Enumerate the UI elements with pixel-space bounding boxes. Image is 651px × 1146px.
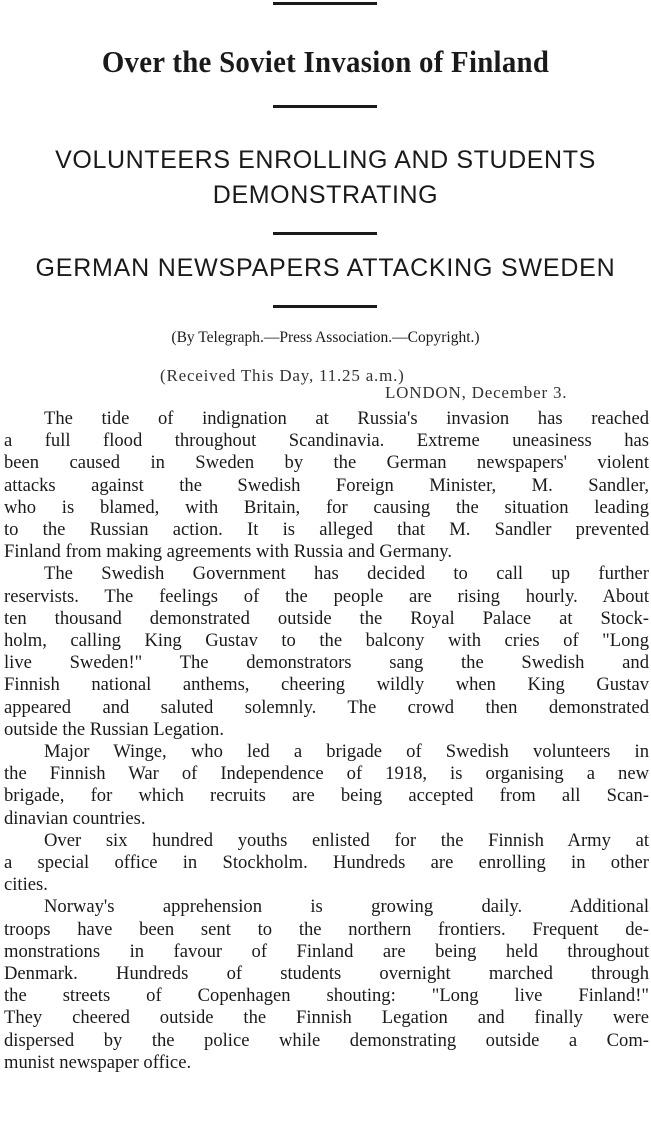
article-line: Over six hundred youths enlisted for the Finnish Army at [44, 829, 649, 851]
article-line: The tide of indignation at Russia's invasion has reached [44, 408, 649, 429]
article-line: live Sweden!" The demonstrators sang the Swedish and [4, 652, 649, 674]
headline-divider-2 [273, 232, 377, 235]
third-headline: GERMAN NEWSPAPERS ATTACKING SWEDEN [35, 254, 616, 282]
headline-divider-1 [273, 105, 377, 108]
article-line: They cheered outside the Finnish Legation and finally were [4, 1007, 649, 1029]
subheadline-line-1: VOLUNTEERS ENROLLING AND STUDENTS [55, 146, 596, 174]
main-headline: Over the Soviet Invasion of Finland [101, 44, 550, 79]
article-paragraph [4, 830, 649, 897]
received-timestamp: (Received This Day, 11.25 a.m.) [160, 366, 405, 385]
article-line: dinavian countries. [4, 807, 146, 829]
article-line: been caused in Sweden by the German newspapers' violent [4, 452, 649, 474]
article-line: dispersed by the police while demonstrating outside a Com- [4, 1029, 649, 1051]
article-paragraph [4, 563, 649, 741]
article-line: to the Russian action. It is alleged that M. Sandler prevented [4, 519, 649, 541]
article-line: outside the Russian Legation. [4, 718, 224, 740]
article-line: monstrations in favour of Finland are being held throughout [4, 940, 649, 962]
article-line: Denmark. Hundreds of students overnight marched through [4, 963, 649, 985]
article-line: reservists. The feelings of the people are rising hourly. About [4, 585, 649, 607]
article-line: Major Winge, who led a brigade of Swedish volunteers in [44, 741, 649, 763]
article-line: the Finnish War of Independence of 1918, is organising a new [4, 763, 649, 785]
article-line: holm, calling King Gustav to the balcony with cries of "Long [4, 630, 649, 652]
article-line: troops have been sent to the northern frontiers. Frequent de- [4, 918, 649, 940]
article-paragraph [4, 408, 649, 563]
article-line: Norway's apprehension is growing daily. Additional [44, 896, 649, 918]
article-line: cities. [4, 874, 48, 896]
top-rule [273, 2, 377, 5]
article-line: Finnish national anthems, cheering wildly when King Gustav [4, 674, 649, 696]
article-line: Finland from making agreements with Russia and Germany. [4, 541, 453, 563]
article-line: ten thousand demonstrated outside the Royal Palace at Stock- [4, 607, 649, 629]
article-body [4, 408, 649, 1074]
article-line: appeared and saluted solemnly. The crowd then demonstrated [4, 696, 649, 718]
article-line: who is blamed, with Britain, for causing the situation leading [4, 496, 649, 518]
subheadline-line-2: DEMONSTRATING [212, 181, 439, 209]
article-line: attacks against the Swedish Foreign Minister, M. Sandler, [4, 474, 649, 496]
dateline: LONDON, December 3. [385, 383, 568, 402]
article-paragraph [4, 896, 649, 1074]
article-line: brigade, for which recruits are being accepted from all Scan- [4, 785, 649, 807]
article-paragraph [4, 741, 649, 830]
article-line: a special office in Stockholm. Hundreds are enrolling in other [4, 852, 649, 874]
article-line: munist newspaper office. [4, 1051, 192, 1073]
article-line: The Swedish Government has decided to call up further [44, 563, 649, 585]
headline-divider-3 [273, 305, 377, 308]
article-line: a full flood throughout Scandinavia. Extreme uneasiness has [4, 430, 649, 452]
article-line: the streets of Copenhagen shouting: "Long live Finland!" [4, 985, 649, 1007]
wire-credit: (By Telegraph.—Press Association.—Copyright.) [171, 329, 480, 346]
